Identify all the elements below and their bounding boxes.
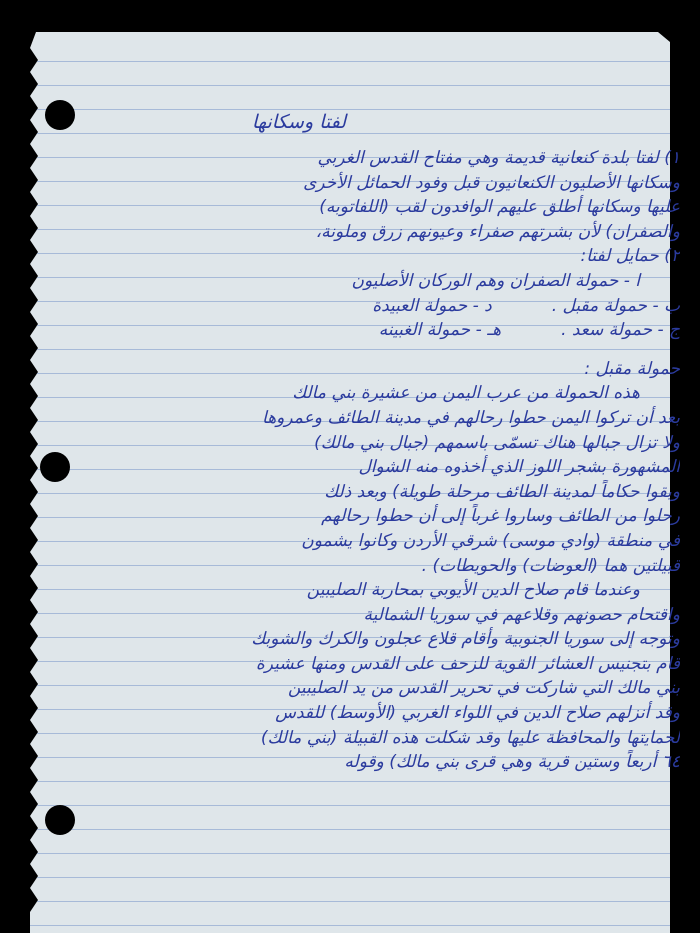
text-line: بني مالك التي شاركت في تحرير القدس من يد الصليبين xyxy=(287,678,680,699)
text-line: بعد أن تركوا اليمن حطوا رحالهم في مدينة الطائف وعمروها xyxy=(262,407,680,428)
text-line: قبيلتين هما (العوضات) والحويطات) . xyxy=(421,555,680,576)
text-line: هذه الحمولة من عرب اليمن من عشيرة بني مالك xyxy=(292,383,640,404)
text-line: وبقوا حكاماً لمدينة الطائف مرحلة طويلة) وبعد ذلك xyxy=(324,481,680,502)
text-line: وسكانها الأصليون الكنعانيون قبل وفود الحمائل الأخرى xyxy=(303,172,680,193)
text-line: قام بتجنيس العشائر القوية للزحف على القدس ومنها عشيرة xyxy=(255,653,680,674)
text-line: وعندما قام صلاح الدين الأيوبي بمحاربة الصليبين xyxy=(306,580,640,601)
list-item: ب - حمولة مقبل . xyxy=(551,295,680,316)
text-line: ولا تزال جبالها هناك تسمّى باسمهم (جبال بني مالك) xyxy=(314,432,680,453)
text-line: لحمايتها والمحافظة عليها وقد شكلت هذه القبيلة (بني مالك) xyxy=(260,727,680,748)
text-line: رحلوا من الطائف وساروا غرباً إلى أن حطوا رحالهم xyxy=(321,506,680,527)
handwritten-text xyxy=(38,98,680,775)
text-line: ا - حمولة الصفران وهم الوركان الأصليون xyxy=(351,270,640,291)
text-line: والصفران) لأن بشرتهم صفراء وعيونهم زرق وملونة، xyxy=(315,221,680,242)
text-line: ١) لفتا بلدة كنعانية قديمة وهي مفتاح القدس الغربي xyxy=(317,148,680,168)
page-title: لفتا وسكانها xyxy=(251,111,347,133)
text-line: في منطقة (وادي موسى) شرقي الأردن وكانوا يشمون xyxy=(301,530,680,551)
section-heading: حمولة مقبل : xyxy=(584,358,680,379)
text-line: عليها وسكانها أطلق عليهم الوافدون لقب (اللفاتوبه) xyxy=(319,197,680,218)
list-item: ج - حمولة سعد . xyxy=(561,320,680,341)
text-line: المشهورة بشجر اللوز الذي أخذوه منه الشوال xyxy=(358,457,680,478)
text-line: ٦٤ أربعاً وستين قرية وهي قرى بني مالك) وقوله xyxy=(344,752,680,773)
text-line-pair xyxy=(38,294,680,319)
list-item: هـ - حمولة الغبينه xyxy=(378,320,502,341)
punch-hole-bottom xyxy=(45,805,75,835)
list-item: د - حمولة العبيدة xyxy=(372,295,492,316)
text-line: واقتحام حصونهم وقلاعهم في سوريا الشمالية xyxy=(363,604,680,625)
text-line-pair xyxy=(38,318,680,343)
text-line: وتوجه إلى سوريا الجنوبية وأقام قلاع عجلون والكرك والشوبك xyxy=(251,629,680,650)
text-line: وقد أنزلهم صلاح الدين في اللواء الغربي (الأوسط) للقدس xyxy=(275,703,680,724)
text-line: ٢) حمايل لفتا: xyxy=(580,246,680,267)
